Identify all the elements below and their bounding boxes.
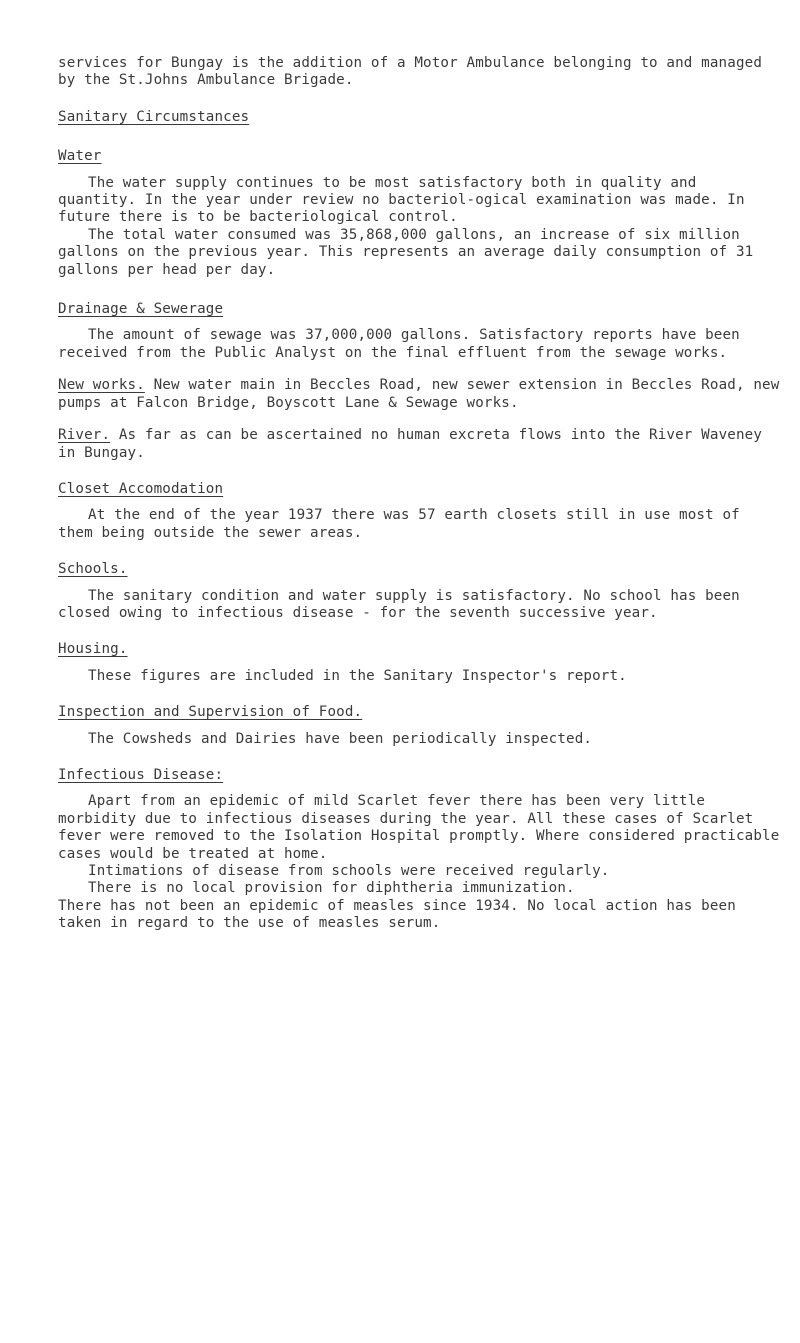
river-label: River. xyxy=(58,427,111,444)
schools-paragraph: The sanitary condition and water supply is satisfactory. No school has been closed owing to infectious disease - for the seventh successive year. xyxy=(58,587,749,621)
drainage-paragraph: The amount of sewage was 37,000,000 gallons. Satisfactory reports have been received from the Public Analyst on the final effluent from the sewage works. xyxy=(58,327,749,361)
river-text: As far as can be ascertained no human excreta flows into the River Waveney in Bungay. xyxy=(58,427,771,461)
new-works-paragraph xyxy=(58,377,789,412)
infectious-paragraph-4: There has not been an epidemic of measles since 1934. No local action has been taken in regard to the use of measles serum. xyxy=(58,897,745,932)
infectious-paragraph-1: Apart from an epidemic of mild Scarlet fever there has been very little morbidity due to infectious diseases during the year. All these cases of Scarlet fever were removed to the Isolation Hospital promptly. Where considered practicable cases would be treated at home. xyxy=(58,793,789,862)
infectious-paragraph-2: Intimations of disease from schools were received regularly. xyxy=(88,863,610,879)
intro-paragraph: services for Bungay is the addition of a Motor Ambulance belonging to and managed by the St.Johns Ambulance Brigade. xyxy=(58,55,771,89)
closet-paragraph: At the end of the year 1937 there was 57 earth closets still in use most of them being outside the sewer areas. xyxy=(58,507,749,541)
infectious-disease-heading: Infectious Disease: xyxy=(58,766,224,783)
housing-paragraph: These figures are included in the Sanitary Inspector's report. xyxy=(88,667,627,684)
housing-heading: Housing. xyxy=(58,641,128,658)
river-paragraph xyxy=(58,427,780,462)
new-works-label: New works. xyxy=(58,377,145,394)
document-page xyxy=(58,55,789,933)
closet-heading: Closet Accomodation xyxy=(58,480,224,497)
new-works-text: New water main in Beccles Road, new sewer extension in Beccles Road, new pumps at Falcon Bridge, Boyscott Lane & Sewage works. xyxy=(58,377,789,411)
infectious-paragraph-3: There is no local provision for diphtheria immunization. xyxy=(88,880,575,897)
drainage-heading: Drainage & Sewerage xyxy=(58,301,224,318)
schools-heading: Schools. xyxy=(58,561,128,578)
water-heading: Water xyxy=(58,148,102,165)
sanitary-circumstances-heading: Sanitary Circumstances xyxy=(58,108,250,125)
water-paragraph-1: The water supply continues to be most satisfactory both in quality and quantity. In the year under review no bacteriol-ogical examination was made. In future there is to be bacteriological control. xyxy=(58,174,754,226)
inspection-paragraph: The Cowsheds and Dairies have been periodically inspected. xyxy=(88,730,593,747)
inspection-heading: Inspection and Supervision of Food. xyxy=(58,704,363,721)
water-paragraph-2: The total water consumed was 35,868,000 gallons, an increase of six million gallons on the previous year. This represents an average daily consumption of 31 gallons per head per day. xyxy=(58,226,763,278)
